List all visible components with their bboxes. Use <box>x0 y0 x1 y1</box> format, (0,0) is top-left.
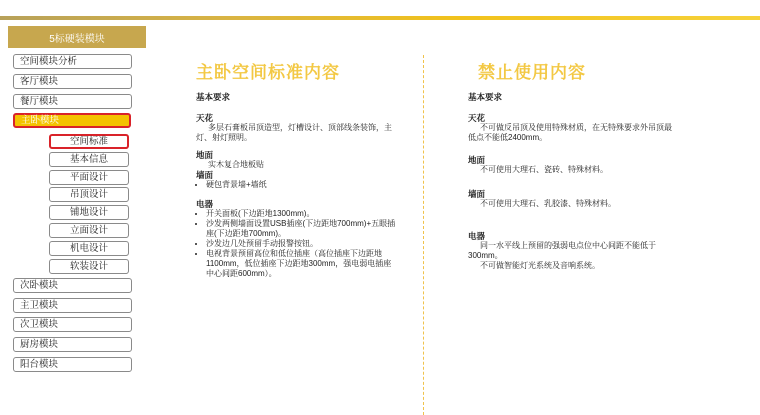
forbidden-wall-head: 墙面 <box>468 189 486 199</box>
sidebar-item-dining-room[interactable]: 餐厅模块 <box>13 94 132 109</box>
standard-basic-req: 基本要求 <box>196 92 231 102</box>
forbidden-content <box>468 92 673 271</box>
forbidden-ceiling-head: 天花 <box>468 113 486 123</box>
subnav-ceiling-design[interactable]: 吊顶设计 <box>49 187 129 202</box>
standard-content <box>196 92 396 279</box>
forbidden-ceiling-text: 不可做反吊顶及使用特殊材质，在无特殊要求外吊顶最低点不能低2400mm。 <box>468 123 672 142</box>
standard-elec-list <box>196 209 396 279</box>
subnav-elevation-design[interactable]: 立面设计 <box>49 223 129 238</box>
standard-floor-head: 地面 <box>196 150 214 160</box>
top-accent-bar <box>0 16 760 20</box>
subnav-basic-info[interactable]: 基本信息 <box>49 152 129 167</box>
forbidden-elec-text1: 同一水平线上预留的强弱电点位中心间距不能低于300mm。 <box>468 241 656 260</box>
subnav-space-standard[interactable]: 空间标准 <box>49 134 129 149</box>
forbidden-wall-text: 不可使用大理石、乳胶漆、特殊材料。 <box>480 199 616 208</box>
forbidden-floor-head: 地面 <box>468 155 486 165</box>
sidebar-item-master-bath[interactable]: 主卫模块 <box>13 298 132 313</box>
module-title: 5标硬装模块 <box>8 26 146 48</box>
sidebar-item-kitchen[interactable]: 厨房模块 <box>13 337 132 352</box>
subnav-floor-plan[interactable]: 平面设计 <box>49 170 129 185</box>
forbidden-elec-head: 电器 <box>468 231 486 241</box>
subnav-flooring-design[interactable]: 铺地设计 <box>49 205 129 220</box>
forbidden-elec-text2: 不可做智能灯光系统及音响系统。 <box>480 261 600 270</box>
sidebar-item-master-bedroom[interactable]: 主卧模块 <box>13 113 131 128</box>
sidebar-item-living-room[interactable]: 客厅模块 <box>13 74 132 89</box>
column-divider <box>423 55 424 415</box>
standard-elec-item: • 沙发两侧墙面设置USB插座(下边距地700mm)+五眼插座(下边距地700mm)。 <box>206 219 396 239</box>
forbidden-basic-req: 基本要求 <box>468 92 503 102</box>
subnav-soft-decoration[interactable]: 软装设计 <box>49 259 129 274</box>
standard-wall-list <box>196 180 396 190</box>
sidebar-item-space-analysis[interactable]: 空间模块分析 <box>13 54 132 69</box>
standard-wall-text: • 硬包背景墙+墙纸 <box>206 180 396 190</box>
standard-floor-text: 实木复合地板贴 <box>208 160 264 169</box>
sidebar-item-second-bath[interactable]: 次卫模块 <box>13 317 132 332</box>
standard-elec-head: 电器 <box>196 199 214 209</box>
standard-wall-head: 墙面 <box>196 170 214 180</box>
standard-elec-item: • 沙发边几处预留手动报警按钮。 <box>206 239 396 249</box>
forbidden-floor-text: 不可使用大理石、瓷砖、特殊材料。 <box>480 165 608 174</box>
standard-ceiling-head: 天花 <box>196 113 214 123</box>
forbidden-title: 禁止使用内容 <box>478 63 586 83</box>
standard-elec-item: • 电视背景预留高位和低位插座（高位插座下边距地1100mm，低位插座下边距地300mm，强电弱电插座中心间距600mm）。 <box>206 249 396 279</box>
standard-title: 主卧空间标准内容 <box>196 63 340 83</box>
standard-elec-item: • 开关面板(下边距地1300mm)。 <box>206 209 396 219</box>
subnav-mep-design[interactable]: 机电设计 <box>49 241 129 256</box>
sidebar-item-balcony[interactable]: 阳台模块 <box>13 357 132 372</box>
standard-ceiling-text: 多层石膏板吊顶造型，灯槽设计、顶部线条装饰，主灯、射灯照明。 <box>196 123 392 142</box>
sidebar-item-second-bedroom[interactable]: 次卧模块 <box>13 278 132 293</box>
